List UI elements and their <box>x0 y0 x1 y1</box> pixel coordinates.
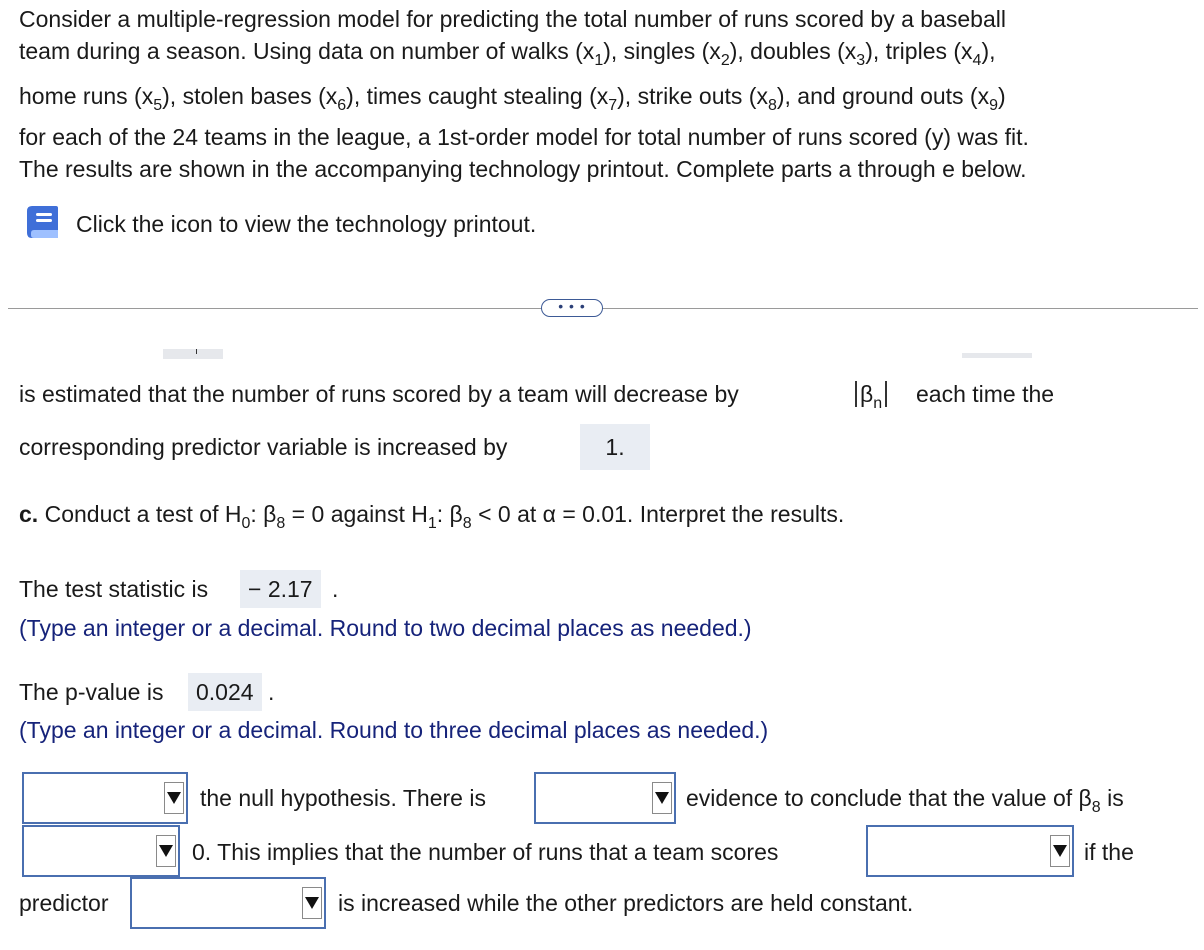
test-statistic-value: − 2.17 <box>240 570 321 608</box>
conclusion-text-5: predictor <box>19 890 109 916</box>
section-divider <box>8 308 1198 309</box>
conclusion-text-2: evidence to conclude that the value of $\beta_8$ is <box>686 785 1124 816</box>
cutoff-answer-box-2 <box>962 353 1032 358</box>
cutoff-answer-box <box>163 349 223 359</box>
reject-decision-dropdown[interactable] <box>22 772 188 824</box>
conclusion-text-4: if the <box>1084 839 1134 865</box>
intro-line-3: home runs $(x_5)$, stolen bases $(x_6)$, times caught stealing $(x_7)$, strike outs $(x_8)$, and ground outs $(x_9)$ <box>19 83 1006 114</box>
cutoff-mark <box>196 349 197 354</box>
printout-link[interactable]: Click the icon to view the technology printout. <box>76 211 537 237</box>
printout-icon-button[interactable] <box>22 203 62 248</box>
p-value-period: . <box>268 679 275 705</box>
chevron-down-icon[interactable] <box>302 887 322 919</box>
partb-text-3: corresponding predictor variable is increased by <box>19 434 508 460</box>
p-value-value: 0.024 <box>188 673 262 711</box>
evidence-dropdown[interactable] <box>534 772 676 824</box>
chevron-down-icon[interactable] <box>164 782 184 814</box>
p-value-label: The p-value is <box>19 679 164 705</box>
p-value-hint: (Type an integer or a decimal. Round to three decimal places as needed.) <box>19 717 769 743</box>
conclusion-text-3: 0. This implies that the number of runs that a team scores <box>192 839 779 865</box>
conclusion-text-6: is increased while the other predictors are held constant. <box>338 890 914 916</box>
chevron-down-icon[interactable] <box>1050 835 1070 867</box>
test-statistic-hint: (Type an integer or a decimal. Round to two decimal places as needed.) <box>19 615 752 641</box>
chevron-down-icon[interactable] <box>652 782 672 814</box>
partb-text-1: is estimated that the number of runs scored by a team will decrease by <box>19 381 739 407</box>
beta-n-abs: $\beta_n$ <box>855 380 887 408</box>
expand-more-button[interactable]: • • • <box>541 299 603 317</box>
direction-dropdown[interactable] <box>866 825 1074 877</box>
test-statistic-period: . <box>332 576 339 602</box>
partb-answer: 1. <box>580 424 650 470</box>
intro-line-5: The results are shown in the accompanying technology printout. Complete parts a through e below. <box>19 156 1027 182</box>
chevron-down-icon[interactable] <box>156 835 176 867</box>
partb-text-2: each time the <box>916 381 1055 407</box>
test-statistic-label: The test statistic is <box>19 576 209 602</box>
intro-line-4: for each of the 24 teams in the league, a 1st-order model for total number of runs scored (y) was fit. <box>19 124 1029 150</box>
partc-question: c. Conduct a test of $H_0$: $\beta_8 = 0$ against $H_1$: $\beta_8 < 0$ at α = 0.01. Interpret the results. <box>19 501 845 532</box>
conclusion-text-1: the null hypothesis. There is <box>200 785 486 811</box>
intro-line-1: Consider a multiple-regression model for predicting the total number of runs scored by a baseball <box>19 6 1006 32</box>
comparison-dropdown[interactable] <box>22 825 180 877</box>
predictor-dropdown[interactable] <box>130 877 326 929</box>
intro-line-2: team during a season. Using data on number of walks $(x_1)$, singles $(x_2)$, doubles $(x_3)$, triples $(x_4)$, <box>19 38 996 69</box>
book-icon[interactable] <box>22 203 62 243</box>
